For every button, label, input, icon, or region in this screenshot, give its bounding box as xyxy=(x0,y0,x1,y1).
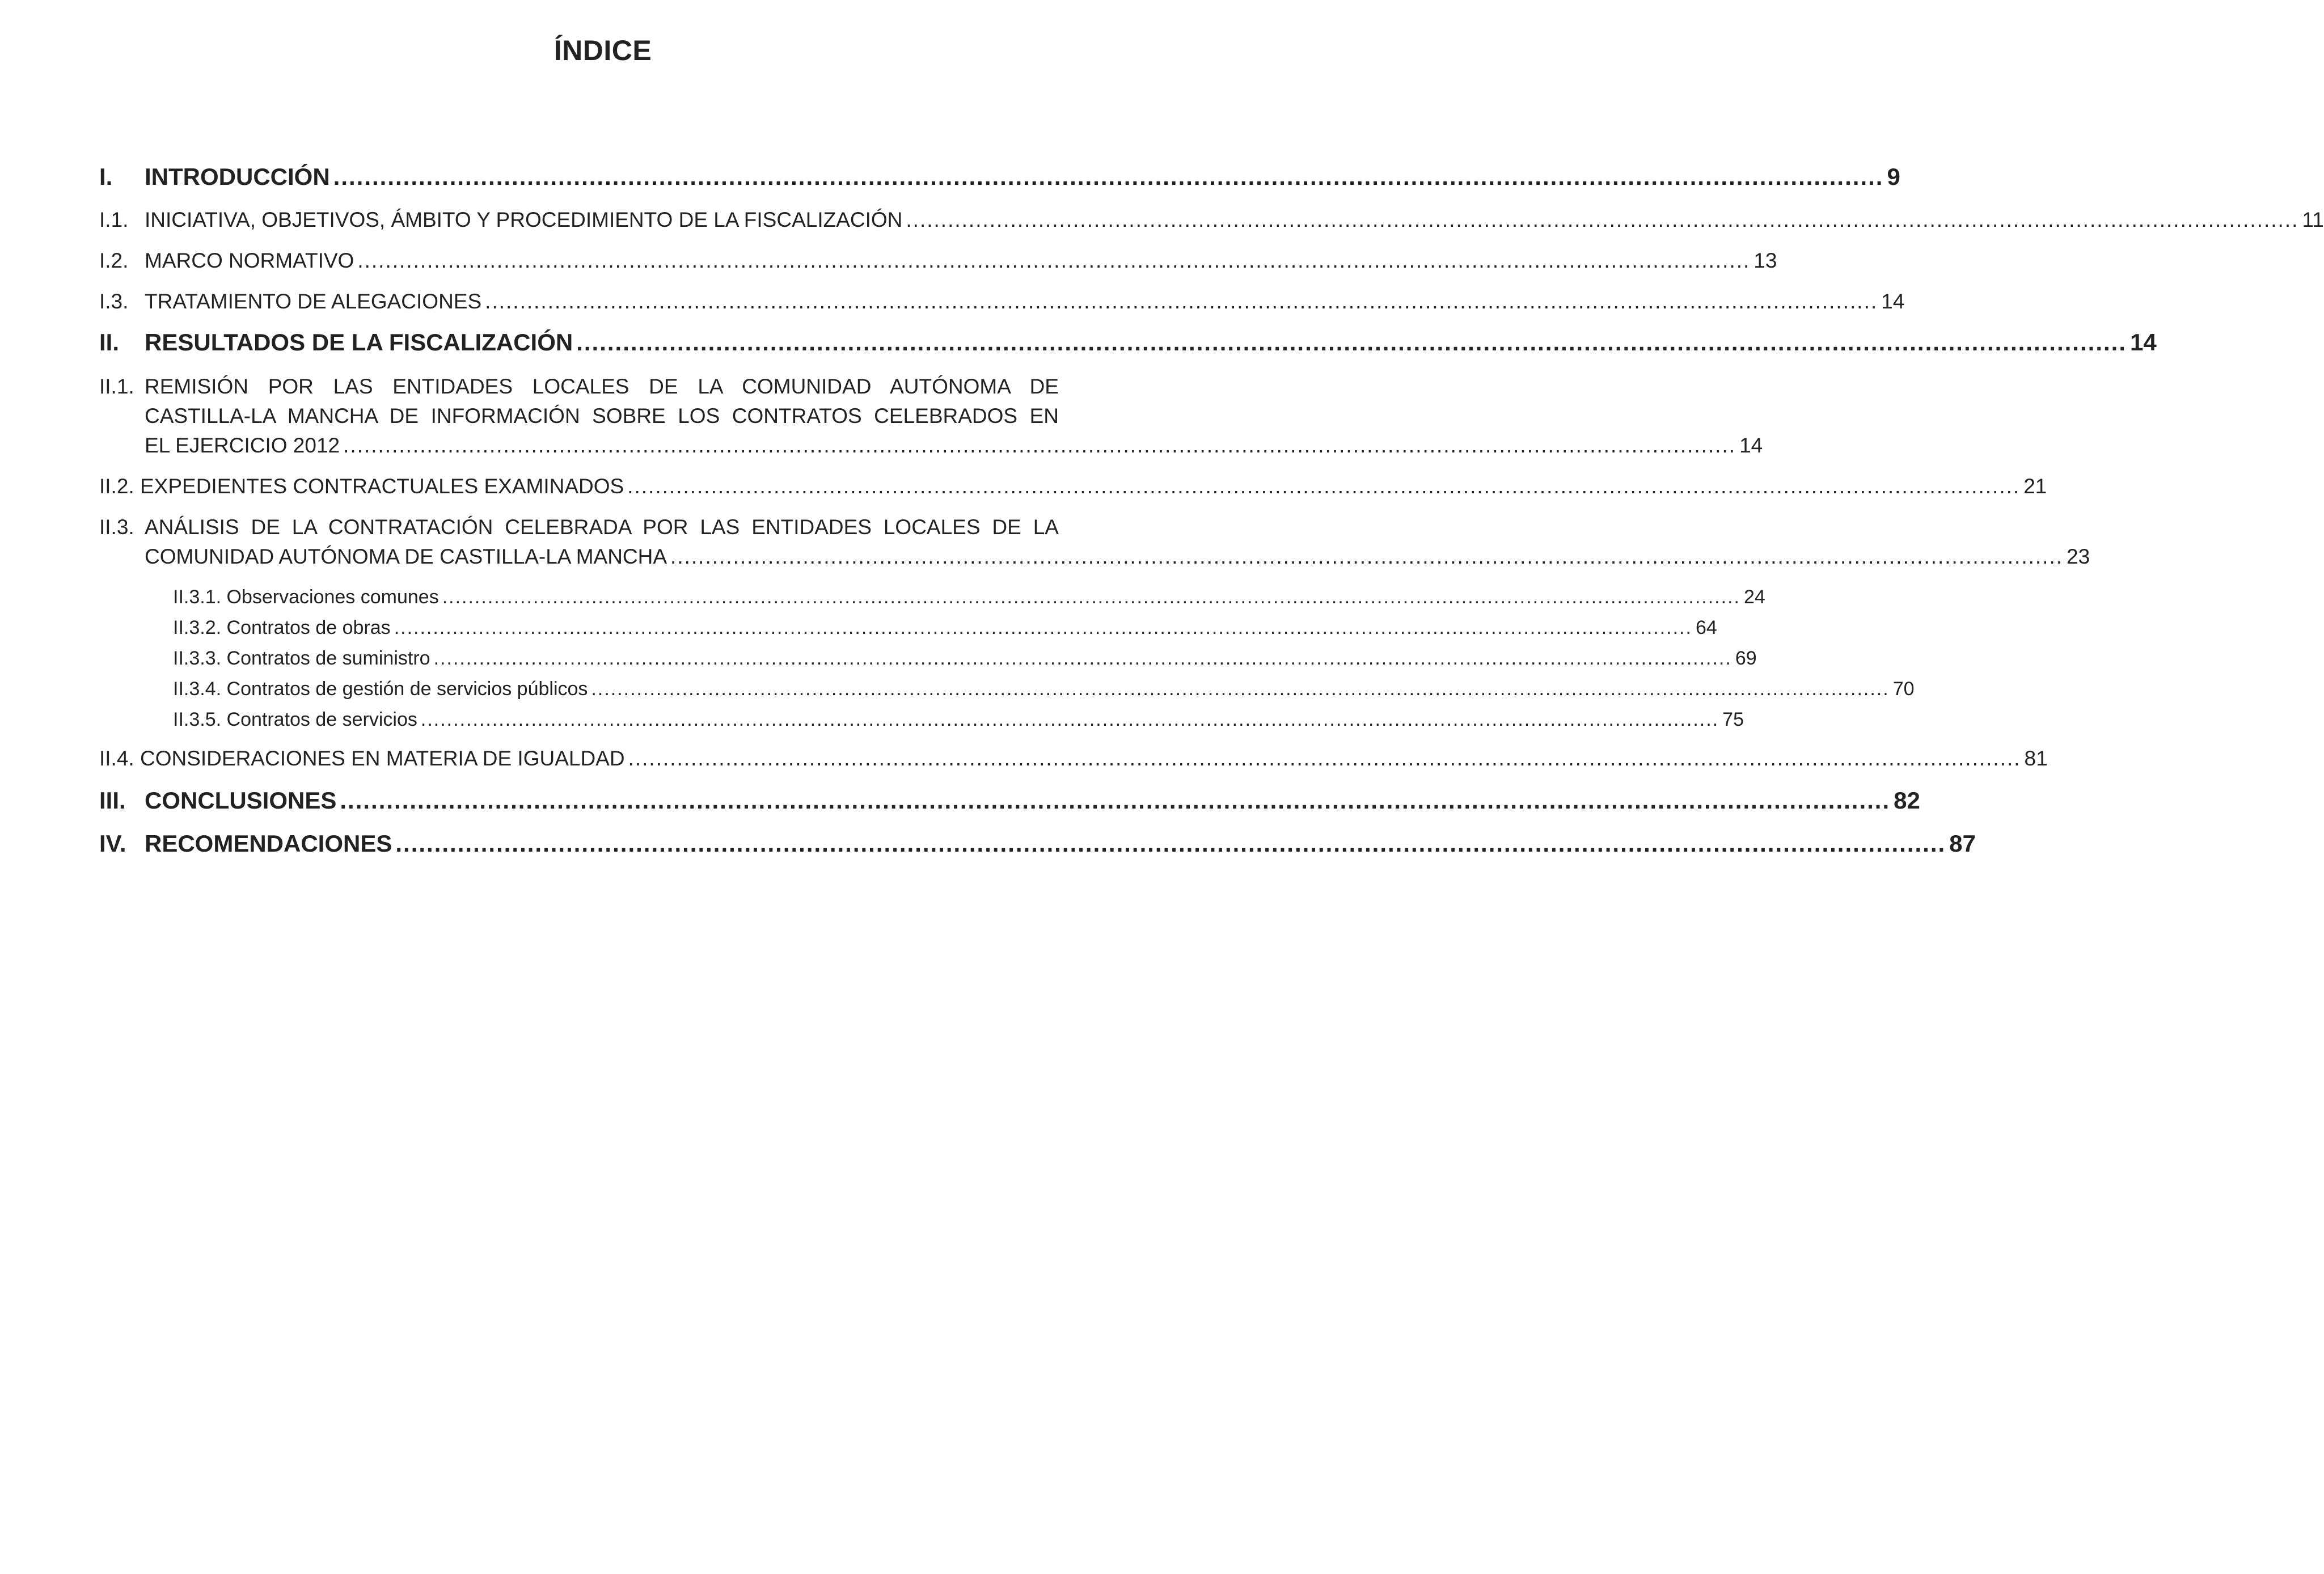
toc-title: MARCO NORMATIVO xyxy=(145,249,354,272)
toc-entry-marco-normativo[interactable] xyxy=(99,246,1777,276)
toc-page-number: 14 xyxy=(1739,434,1763,457)
dot-leader: ........................................................................................................................................................................................................ xyxy=(576,329,2127,356)
toc-number: I.3. xyxy=(99,290,129,313)
toc-title: EL EJERCICIO 2012 xyxy=(145,434,340,457)
dot-leader: ........................................................................................................................................................................................................ xyxy=(433,648,1732,669)
toc-number: III. xyxy=(99,787,126,814)
toc-number: II.3.4. xyxy=(173,678,222,700)
toc-title: RESULTADOS DE LA FISCALIZACIÓN xyxy=(145,329,573,356)
toc-title: Contratos de obras xyxy=(226,617,391,638)
toc-page-number: 70 xyxy=(1892,678,1915,700)
dot-leader: ........................................................................................................................................................................................................ xyxy=(340,787,1891,814)
toc-page-number: 9 xyxy=(1887,163,1900,190)
toc-entry-iniciativa[interactable] xyxy=(99,205,2324,235)
table-of-contents xyxy=(99,160,2324,858)
toc-page-number: 11 xyxy=(2302,208,2324,231)
toc-number: IV. xyxy=(99,830,126,857)
toc-number: I.2. xyxy=(99,249,129,272)
toc-title: INICIATIVA, OBJETIVOS, ÁMBITO Y PROCEDIMIENTO DE LA FISCALIZACIÓN xyxy=(145,208,903,231)
toc-title-line-1: REMISIÓN POR LAS ENTIDADES LOCALES DE LA COMUNIDAD AUTÓNOMA DE xyxy=(145,375,1059,398)
toc-number: I. xyxy=(99,163,113,190)
dot-leader: ........................................................................................................................................................................................................ xyxy=(394,617,1692,638)
dot-leader: ........................................................................................................................................................................................................ xyxy=(333,163,1884,190)
toc-title: EXPEDIENTES CONTRACTUALES EXAMINADOS xyxy=(140,475,624,498)
toc-number: II.3. xyxy=(99,515,134,539)
dot-leader: ........................................................................................................................................................................................................ xyxy=(627,475,2021,498)
toc-page-number: 14 xyxy=(2130,329,2157,356)
toc-title: Contratos de suministro xyxy=(226,648,430,669)
dot-leader: ........................................................................................................................................................................................................ xyxy=(485,290,1878,313)
toc-entry-obras[interactable] xyxy=(173,612,1717,643)
dot-leader: ........................................................................................................................................................................................................ xyxy=(670,545,2064,568)
toc-number: I.1. xyxy=(99,208,129,231)
toc-page-number: 21 xyxy=(2023,475,2047,498)
dot-leader: ........................................................................................................................................................................................................ xyxy=(420,709,1719,730)
toc-number: II.2. xyxy=(99,475,134,498)
toc-entry-remision[interactable] xyxy=(99,372,1763,460)
toc-title: RECOMENDACIONES xyxy=(145,830,392,857)
toc-entry-introduccion[interactable] xyxy=(99,162,1900,192)
toc-page-number: 24 xyxy=(1743,586,1765,608)
toc-entry-alegaciones[interactable] xyxy=(99,287,1905,316)
toc-page-number: 13 xyxy=(1753,249,1777,272)
dot-leader: ........................................................................................................................................................................................................ xyxy=(442,586,1740,608)
toc-title: COMUNIDAD AUTÓNOMA DE CASTILLA-LA MANCHA xyxy=(145,545,667,568)
toc-title: INTRODUCCIÓN xyxy=(145,163,330,190)
toc-entry-gestion-servicios[interactable] xyxy=(173,674,1915,704)
toc-page-number: 87 xyxy=(1949,830,1976,857)
page-title: ÍNDICE xyxy=(553,35,652,66)
toc-entry-conclusiones[interactable] xyxy=(99,786,1920,815)
dot-leader: ........................................................................................................................................................................................................ xyxy=(628,747,2021,770)
toc-page-number: 23 xyxy=(2067,545,2090,568)
toc-number: II.3.5. xyxy=(173,709,222,730)
toc-entry-servicios[interactable] xyxy=(173,704,1744,735)
toc-title: TRATAMIENTO DE ALEGACIONES xyxy=(145,290,482,313)
toc-number: II.3.1. xyxy=(173,586,222,608)
toc-entry-igualdad[interactable] xyxy=(99,744,2048,773)
toc-page-number: 81 xyxy=(2024,747,2048,770)
toc-page-number: 69 xyxy=(1735,648,1757,669)
dot-leader: ........................................................................................................................................................................................................ xyxy=(395,830,1946,857)
toc-number: II.1. xyxy=(99,375,134,398)
toc-title-line-1: ANÁLISIS DE LA CONTRATACIÓN CELEBRADA POR LAS ENTIDADES LOCALES DE LA xyxy=(145,515,1059,539)
toc-title: Observaciones comunes xyxy=(226,586,439,608)
toc-title: Contratos de servicios xyxy=(226,709,417,730)
toc-page-number: 82 xyxy=(1894,787,1920,814)
toc-page-number: 75 xyxy=(1722,709,1744,730)
toc-entry-resultados[interactable] xyxy=(99,328,2157,357)
dot-leader: ........................................................................................................................................................................................................ xyxy=(343,434,1736,457)
toc-entry-suministro[interactable] xyxy=(173,643,1757,674)
toc-entry-expedientes[interactable] xyxy=(99,472,2047,501)
dot-leader: ........................................................................................................................................................................................................ xyxy=(906,208,2299,231)
toc-entry-observaciones[interactable] xyxy=(173,582,1765,612)
dot-leader: ........................................................................................................................................................................................................ xyxy=(591,678,1890,700)
toc-entry-analisis[interactable] xyxy=(99,513,2090,572)
toc-title: CONCLUSIONES xyxy=(145,787,337,814)
toc-number: II.3.2. xyxy=(173,617,222,638)
toc-title-line-2: CASTILLA-LA MANCHA DE INFORMACIÓN SOBRE LOS CONTRATOS CELEBRADOS EN xyxy=(145,404,1059,428)
toc-entry-recomendaciones[interactable] xyxy=(99,829,1976,858)
toc-number: II. xyxy=(99,329,120,356)
toc-page-number: 14 xyxy=(1881,290,1905,313)
toc-number: II.3.3. xyxy=(173,648,222,669)
toc-title: Contratos de gestión de servicios públicos xyxy=(226,678,588,700)
dot-leader: ........................................................................................................................................................................................................ xyxy=(357,249,1751,272)
toc-title: CONSIDERACIONES EN MATERIA DE IGUALDAD xyxy=(140,747,625,770)
toc-number: II.4. xyxy=(99,747,134,770)
toc-page-number: 64 xyxy=(1695,617,1717,638)
